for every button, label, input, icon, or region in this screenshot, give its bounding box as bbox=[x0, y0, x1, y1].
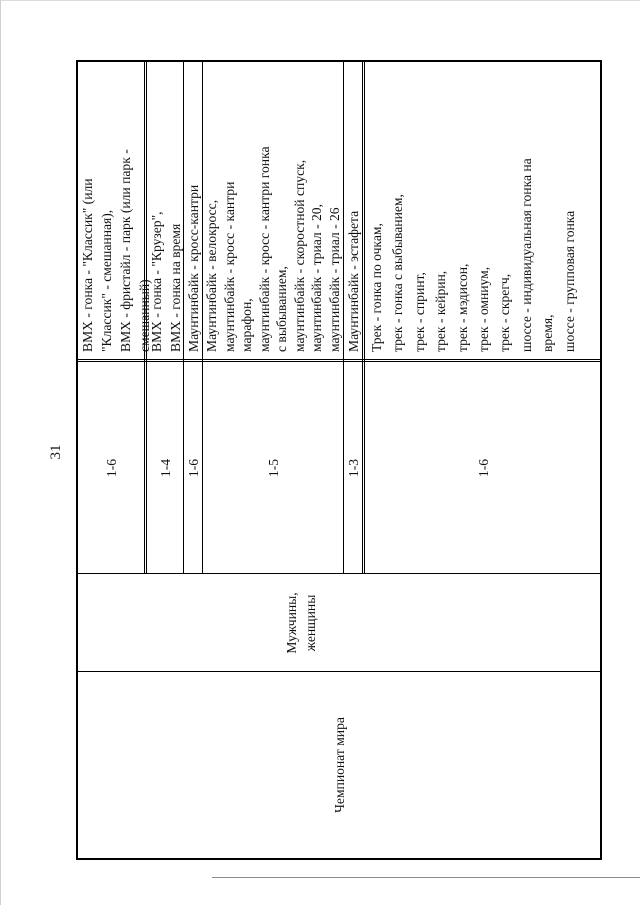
discipline-line: маунтинбайк - кросс - кантри bbox=[221, 181, 237, 352]
discipline-line: Трек - гонка по очкам, bbox=[369, 223, 384, 352]
row-divider bbox=[364, 62, 365, 574]
discipline-line: маунтинбайк - скоростной спуск, bbox=[291, 159, 307, 352]
age-range-cell bbox=[203, 362, 343, 574]
discipline-line: с выбыванием, bbox=[274, 266, 289, 352]
discipline-line: время, bbox=[540, 314, 556, 352]
discipline-line: Маунтинбайк - велокросс, bbox=[204, 199, 219, 352]
discipline-line: марафон, bbox=[239, 298, 254, 352]
competition-cell bbox=[78, 672, 600, 858]
discipline-group-4 bbox=[203, 64, 343, 358]
discipline-line: ВМХ - гонка на время bbox=[168, 223, 183, 352]
discipline-line: ВМХ - гонка - "Классик" (или bbox=[80, 178, 95, 352]
age-range-cell bbox=[344, 362, 362, 574]
discipline-group-5 bbox=[344, 64, 362, 358]
participants-line-1: Мужчины, bbox=[284, 592, 299, 654]
discipline-line: шоссе - индивидуальная гонка на bbox=[518, 158, 534, 352]
participants-line-2: женщины bbox=[303, 594, 318, 652]
competition-table bbox=[76, 60, 602, 860]
discipline-group-2 bbox=[147, 64, 183, 358]
discipline-line: ВМХ - гонка - "Крузер", bbox=[149, 211, 164, 352]
discipline-line: трек - омниум, bbox=[476, 266, 492, 352]
participants-cell bbox=[78, 574, 600, 672]
competition-name: Чемпионат мира bbox=[331, 717, 347, 813]
discipline-line: Маунтинбайк - кросс-кантри bbox=[186, 184, 201, 352]
discipline-line: трек - гонка с выбыванием, bbox=[390, 194, 406, 352]
discipline-line: маунтинбайк - триал - 20, bbox=[309, 204, 324, 352]
scan-edge-line bbox=[212, 877, 640, 878]
discipline-line: смешанный) bbox=[137, 279, 152, 352]
age-range: 1-6 bbox=[185, 458, 201, 478]
discipline-line: маунтинбайк - кросс - кантри гонка bbox=[256, 146, 272, 352]
discipline-line: Маунтинбайк - эстафета bbox=[346, 210, 361, 352]
discipline-group-6 bbox=[366, 64, 600, 358]
age-range-cell bbox=[184, 362, 202, 574]
discipline-line: трек - спринт, bbox=[411, 272, 427, 352]
discipline-line: шоссе - групповая гонка bbox=[561, 210, 577, 352]
age-range-cell bbox=[147, 362, 183, 574]
discipline-group-3 bbox=[184, 64, 202, 358]
page-number: 31 bbox=[48, 444, 64, 460]
age-range: 1-3 bbox=[345, 458, 361, 478]
discipline-line: трек - мэдисон, bbox=[454, 263, 470, 352]
discipline-line: маунтинбайк - триал - 26 bbox=[326, 207, 342, 352]
discipline-line: трек - кейрин, bbox=[433, 270, 449, 352]
age-range-cell bbox=[78, 362, 144, 574]
age-range-cell bbox=[366, 362, 600, 574]
column-divider bbox=[78, 359, 600, 360]
age-range: 1-6 bbox=[103, 458, 119, 478]
age-range: 1-4 bbox=[157, 458, 173, 478]
discipline-group-1 bbox=[78, 64, 152, 358]
age-range: 1-6 bbox=[475, 458, 491, 478]
age-range: 1-5 bbox=[265, 458, 281, 478]
discipline-line: ВМХ - фристайл - парк (или парк - bbox=[118, 149, 133, 352]
discipline-line: трек - скрегч, bbox=[497, 273, 513, 352]
discipline-line: "Классик" - смешанная), bbox=[99, 209, 114, 352]
